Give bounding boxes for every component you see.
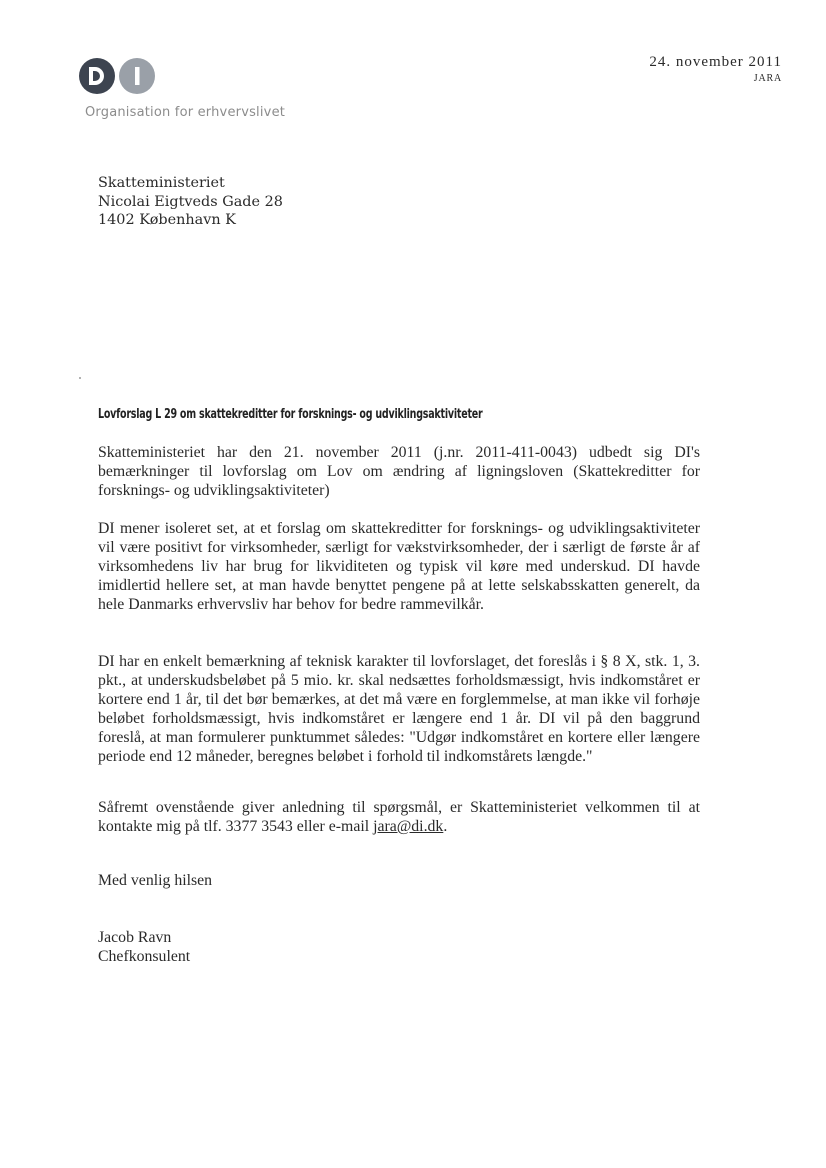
di-logo-mark <box>77 52 167 102</box>
contact-text: Såfremt ovenstående giver anledning til spørgsmål, er Skatteministeriet velkommen til at kontakte mig på tlf. 3377 3543 eller e-mail <box>98 799 700 835</box>
recipient-address <box>98 174 283 230</box>
body-paragraph: Skatteministeriet har den 21. november 2011 (j.nr. 2011-411-0043) udbedt sig DI's bemærkninger til lovforslag om Lov om ændring af ligningsloven (Skattekreditter for forsknings- og udviklingsaktiviteter) <box>98 444 700 499</box>
recipient-city: 1402 København K <box>98 212 236 228</box>
recipient-street: Nicolai Eigtveds Gade 28 <box>98 193 283 210</box>
closing-greeting: Med venlig hilsen <box>98 872 213 889</box>
body-paragraph: DI mener isoleret set, at et forslag om skattekreditter for forsknings- og udviklingsaktiviteter vil være positivt for virksomheder, særligt for vækstvirksomheder, der i særligt de første år af virksomhedens liv har brug for likviditeten og typisk vil køre med underskud. DI havde imidlertid hellere set, at man havde benyttet pengene på at lette selskabsskatten generelt, da hele Danmarks erhvervsliv har behov for bedre rammevilkår. <box>98 520 700 613</box>
sender-initials: JARA <box>753 73 782 84</box>
date-block <box>649 54 782 84</box>
body-paragraph: DI har en enkelt bemærkning af teknisk karakter til lovforslaget, det foreslås i § 8 X, stk. 1, 3. pkt., at underskudsbeløbet på 5 mio. kr. skal nedsættes forholdsmæssigt, hvis indkomståret er kortere end 1 år, til det bør bemærkes, at det må være en forglemmelse, at man ikke vil forhøje beløbet forholdsmæssigt, hvis indkomståret er længere end 1 år. DI vil på den baggrund foreslå, at man formulerer punktummet således: "Udgør indkomståret en kortere eller længere periode end 12 måneder, beregnes beløbet i forhold til indkomstårets længde." <box>98 653 700 765</box>
signer-title: Chefkonsulent <box>98 948 191 965</box>
di-logo <box>77 52 297 132</box>
contact-end: . <box>443 818 448 835</box>
signature-block <box>98 928 190 966</box>
letter-subject: Lovforslag L 29 om skattekreditter for forsknings- og udviklingsaktiviteter <box>98 407 483 422</box>
logo-tagline: Organisation for erhvervslivet <box>85 105 286 120</box>
email-link[interactable]: jara@di.dk <box>373 818 444 835</box>
letter-date: 24. november 2011 <box>649 54 782 70</box>
signer-name: Jacob Ravn <box>98 929 172 946</box>
scan-speck <box>79 377 81 379</box>
recipient-name: Skatteministeriet <box>98 175 225 191</box>
contact-paragraph <box>98 798 700 836</box>
